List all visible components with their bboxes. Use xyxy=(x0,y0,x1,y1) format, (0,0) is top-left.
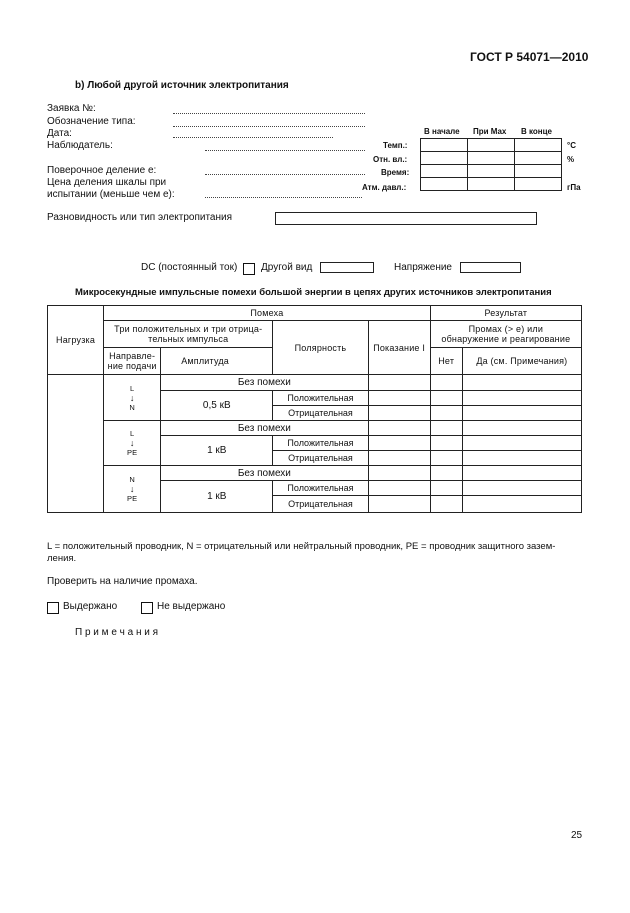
yes-cell[interactable] xyxy=(462,481,581,496)
polarity-pos-1: Положительная xyxy=(273,391,368,406)
section-title: b) Любой другой источник электропитания xyxy=(75,80,289,91)
yes-cell[interactable] xyxy=(462,496,581,513)
amplitude-1: 0,5 кВ xyxy=(161,391,273,421)
cond-cell[interactable] xyxy=(421,139,468,152)
field-line-division[interactable] xyxy=(205,197,362,198)
polarity-pos-2: Положительная xyxy=(273,436,368,451)
cond-cell[interactable] xyxy=(515,139,562,152)
reading-cell[interactable] xyxy=(368,481,430,496)
no-cell[interactable] xyxy=(430,391,462,406)
yes-cell[interactable] xyxy=(462,391,581,406)
no-cell[interactable] xyxy=(430,375,462,391)
cond-label-temp: Темп.: xyxy=(383,141,408,150)
reading-cell[interactable] xyxy=(368,421,430,436)
yes-cell[interactable] xyxy=(462,375,581,391)
cond-cell[interactable] xyxy=(468,152,515,165)
cond-cell[interactable] xyxy=(421,165,468,178)
cond-cell[interactable] xyxy=(421,178,468,191)
cond-label-pressure: Атм. давл.: xyxy=(362,183,407,192)
direction-cell: L ↓ N xyxy=(104,375,161,421)
reading-cell[interactable] xyxy=(368,466,430,481)
cond-cell[interactable] xyxy=(421,152,468,165)
cond-cell[interactable] xyxy=(515,152,562,165)
supply-type-field[interactable] xyxy=(275,212,537,225)
cond-cell[interactable] xyxy=(468,178,515,191)
cond-cell[interactable] xyxy=(468,139,515,152)
check-label: Проверить на наличие промаха. xyxy=(47,576,198,587)
reading-cell[interactable] xyxy=(368,496,430,513)
other-field[interactable] xyxy=(320,262,374,273)
field-line-type[interactable] xyxy=(173,126,365,127)
cond-label-time: Время: xyxy=(381,168,410,177)
no-cell[interactable] xyxy=(430,406,462,421)
voltage-label: Напряжение xyxy=(394,262,452,273)
amplitude-3: 1 кВ xyxy=(161,481,273,513)
direction-cell: N ↓ PE xyxy=(104,466,161,513)
yes-cell[interactable] xyxy=(462,466,581,481)
reading-cell[interactable] xyxy=(368,375,430,391)
notes-label: П р и м е ч а н и я xyxy=(75,627,159,638)
failed-checkbox[interactable] xyxy=(141,602,153,614)
col-header-start: В начале xyxy=(424,127,460,136)
impulse-table xyxy=(47,305,582,513)
yes-cell[interactable] xyxy=(462,406,581,421)
page-number: 25 xyxy=(571,830,583,841)
header-load: Нагрузка xyxy=(48,306,104,375)
field-label-type: Обозначение типа: xyxy=(47,116,136,127)
field-line-verification[interactable] xyxy=(205,174,365,175)
unit-hpa: гПа xyxy=(567,183,581,192)
header-miss: Промах (> e) или обнаружение и реагирование xyxy=(430,321,581,348)
no-cell[interactable] xyxy=(430,481,462,496)
field-label-date: Дата: xyxy=(47,128,72,139)
field-label-division-2: испытании (меньше чем e): xyxy=(47,189,175,200)
no-disturbance-3: Без помехи xyxy=(161,466,368,481)
header-result: Результат xyxy=(430,306,581,321)
field-line-observer[interactable] xyxy=(205,150,365,151)
polarity-neg-1: Отрицательная xyxy=(273,406,368,421)
header-direction: Направле-ние подачи xyxy=(104,348,161,375)
dc-checkbox[interactable] xyxy=(243,263,255,275)
no-cell[interactable] xyxy=(430,466,462,481)
header-pulses: Три положительных и три отрица-тельных импульса xyxy=(104,321,273,348)
unit-celsius: °C xyxy=(567,141,576,150)
field-label-application: Заявка №: xyxy=(47,103,96,114)
col-header-end: В конце xyxy=(521,127,552,136)
passed-label: Выдержано xyxy=(63,601,118,612)
header-amplitude: Амплитуда xyxy=(161,348,273,375)
cond-cell[interactable] xyxy=(468,165,515,178)
polarity-neg-2: Отрицательная xyxy=(273,451,368,466)
reading-cell[interactable] xyxy=(368,436,430,451)
header-no: Нет xyxy=(430,348,462,375)
header-yes: Да (см. Примечания) xyxy=(462,348,581,375)
legend-line-2: ления. xyxy=(47,553,77,564)
legend-line-1: L = положительный проводник, N = отрицательный или нейтральный проводник, PE = проводник защитного зазем- xyxy=(47,541,556,552)
load-cell[interactable] xyxy=(48,375,104,513)
table-title: Микросекундные импульсные помехи большой энергии в цепях других источников электропитания xyxy=(75,287,552,298)
cond-label-humidity: Отн. вл.: xyxy=(373,155,408,164)
polarity-pos-3: Положительная xyxy=(273,481,368,496)
header-disturbance: Помеха xyxy=(104,306,431,321)
cond-cell[interactable] xyxy=(515,165,562,178)
header-reading: Показание I xyxy=(368,321,430,375)
no-cell[interactable] xyxy=(430,436,462,451)
standard-number: ГОСТ Р 54071—2010 xyxy=(470,50,589,64)
no-disturbance-1: Без помехи xyxy=(161,375,368,391)
conditions-grid xyxy=(420,138,562,191)
passed-checkbox[interactable] xyxy=(47,602,59,614)
header-polarity: Полярность xyxy=(273,321,368,375)
field-label-observer: Наблюдатель: xyxy=(47,140,113,151)
no-cell[interactable] xyxy=(430,421,462,436)
cond-cell[interactable] xyxy=(515,178,562,191)
reading-cell[interactable] xyxy=(368,406,430,421)
voltage-field[interactable] xyxy=(460,262,521,273)
polarity-neg-3: Отрицательная xyxy=(273,496,368,513)
yes-cell[interactable] xyxy=(462,451,581,466)
reading-cell[interactable] xyxy=(368,391,430,406)
other-label: Другой вид xyxy=(261,262,313,273)
field-line-date[interactable] xyxy=(173,137,333,138)
reading-cell[interactable] xyxy=(368,451,430,466)
no-disturbance-2: Без помехи xyxy=(161,421,368,436)
unit-percent: % xyxy=(567,155,575,164)
field-label-division-1: Цена деления шкалы при xyxy=(47,177,167,188)
direction-cell: L ↓ PE xyxy=(104,421,161,466)
yes-cell[interactable] xyxy=(462,421,581,436)
field-label-verification: Поверочное деление e: xyxy=(47,165,157,176)
amplitude-2: 1 кВ xyxy=(161,436,273,466)
no-cell[interactable] xyxy=(430,496,462,513)
col-header-max: При Max xyxy=(473,127,507,136)
yes-cell[interactable] xyxy=(462,436,581,451)
dc-label: DC (постоянный ток) xyxy=(141,262,238,273)
field-line-application[interactable] xyxy=(173,113,365,114)
failed-label: Не выдержано xyxy=(157,601,226,612)
supply-type-label: Разновидность или тип электропитания xyxy=(47,212,233,223)
no-cell[interactable] xyxy=(430,451,462,466)
